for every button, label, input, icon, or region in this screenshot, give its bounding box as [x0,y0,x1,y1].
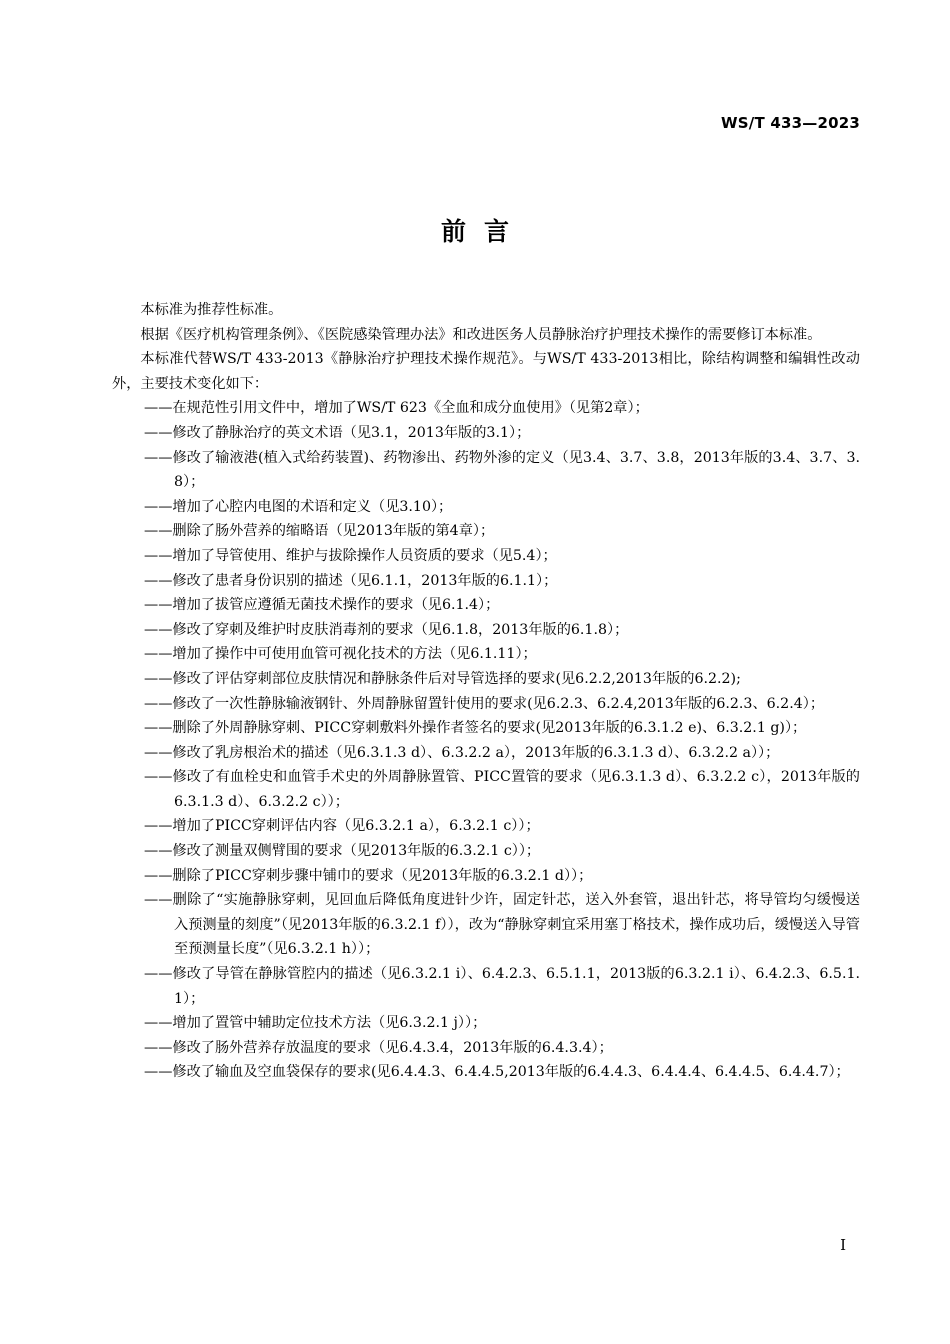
change-item: ——增加了PICC穿刺评估内容（见6.3.2.1 a），6.3.2.1 c））； [144,818,540,835]
paragraph: 本标准为推荐性标准。 [140,302,283,318]
change-item: ——修改了静脉治疗的英文术语（见3.1，2013年版的3.1）； [144,424,531,441]
change-item: ——增加了心腔内电图的术语和定义（见3.10）； [144,498,453,515]
change-item: ——修改了导管在静脉管腔内的描述（见6.3.2.1 i）、6.4.2.3、6.5.1.1，2013版的6.3.2.1 i）、6.4.2.3、6.5.1.1）； [144,966,860,1007]
change-item: ——增加了置管中辅助定位技术方法（见6.3.2.1 j））； [144,1015,487,1032]
foreword-body [112,298,860,1085]
change-item: ——在规范性引用文件中，增加了WS/T 623《全血和成分血使用》（见第2章）； [144,400,649,417]
change-item: ——增加了导管使用、维护与拔除操作人员资质的要求（见5.4）； [144,547,557,564]
change-item: ——修改了乳房根治术的描述（见6.3.1.3 d）、6.3.2.2 a），2013年版的6.3.1.3 d）、6.3.2.2 a））； [144,744,780,761]
change-item: ——修改了肠外营养存放温度的要求（见6.4.3.4，2013年版的6.4.3.4）； [144,1039,613,1056]
paragraph: 本标准代替WS/T 433-2013《静脉治疗护理技术操作规范》。与WS/T 433-2013相比，除结构调整和编辑性改动外，主要技术变化如下： [112,351,860,392]
paragraph: 根据《医疗机构管理条例》、《医院感染管理办法》和改进医务人员静脉治疗护理技术操作的需要修订本标准。 [140,326,822,343]
change-item: ——删除了PICC穿刺步骤中铺巾的要求（见2013年版的6.3.2.1 d））； [144,867,593,884]
change-item: ——增加了拔管应遵循无菌技术操作的要求（见6.1.4）； [144,597,500,614]
standard-code: WS/T 433—2023 [721,114,860,132]
change-item: ——修改了测量双侧臂围的要求（见2013年版的6.3.2.1 c））； [144,843,541,860]
change-item: ——删除了肠外营养的缩略语（见2013年版的第4章）； [144,523,495,540]
change-item: ——修改了输液港(植入式给药装置)、药物渗出、药物外渗的定义（见3.4、3.7、3.8，2013年版的3.4、3.7、3.8）； [144,449,860,491]
change-item: ——修改了患者身份识别的描述（见6.1.1，2013年版的6.1.1）； [144,572,558,589]
page-title: 前言 [440,217,527,246]
page-number: I [840,1236,846,1254]
change-item: ——删除了外周静脉穿刺、PICC穿刺敷料外操作者签名的要求(见2013年版的6.3.1.2 e)、6.3.2.1 g)）； [144,720,807,737]
change-item: ——修改了穿刺及维护时皮肤消毒剂的要求（见6.1.8，2013年版的6.1.8）； [144,621,629,638]
change-item: ——修改了一次性静脉输液钢针、外周静脉留置针使用的要求(见6.2.3、6.2.4,2013年版的6.2.3、6.2.4）； [144,695,825,712]
change-item: ——修改了输血及空血袋保存的要求(见6.4.4.3、6.4.4.5,2013年版的6.4.4.3、6.4.4.4、6.4.4.5、6.4.4.7）； [144,1064,850,1081]
change-item: ——修改了有血栓史和血管手术史的外周静脉置管、PICC置管的要求（见6.3.1.3 d）、6.3.2.2 c），2013年版的6.3.1.3 d）、6.3.2.2 c））； [144,769,860,810]
change-item: ——删除了“实施静脉穿刺，见回血后降低角度进针少许，固定针芯，送入外套管，退出针芯，将导管均匀缓慢送入预测量的刻度”（见2013年版的6.3.2.1 f）），改为“静脉穿刺宜采用塞丁格技术，操作成功后，缓慢送入导管至预测量长度”（见6.3.2.1 h））； [144,892,860,958]
change-list [112,396,860,1085]
change-item: ——增加了操作中可使用血管可视化技术的方法（见6.1.11）； [144,646,537,663]
change-item: ——修改了评估穿刺部位皮肤情况和静脉条件后对导管选择的要求(见6.2.2,2013年版的6.2.2); [144,670,741,687]
